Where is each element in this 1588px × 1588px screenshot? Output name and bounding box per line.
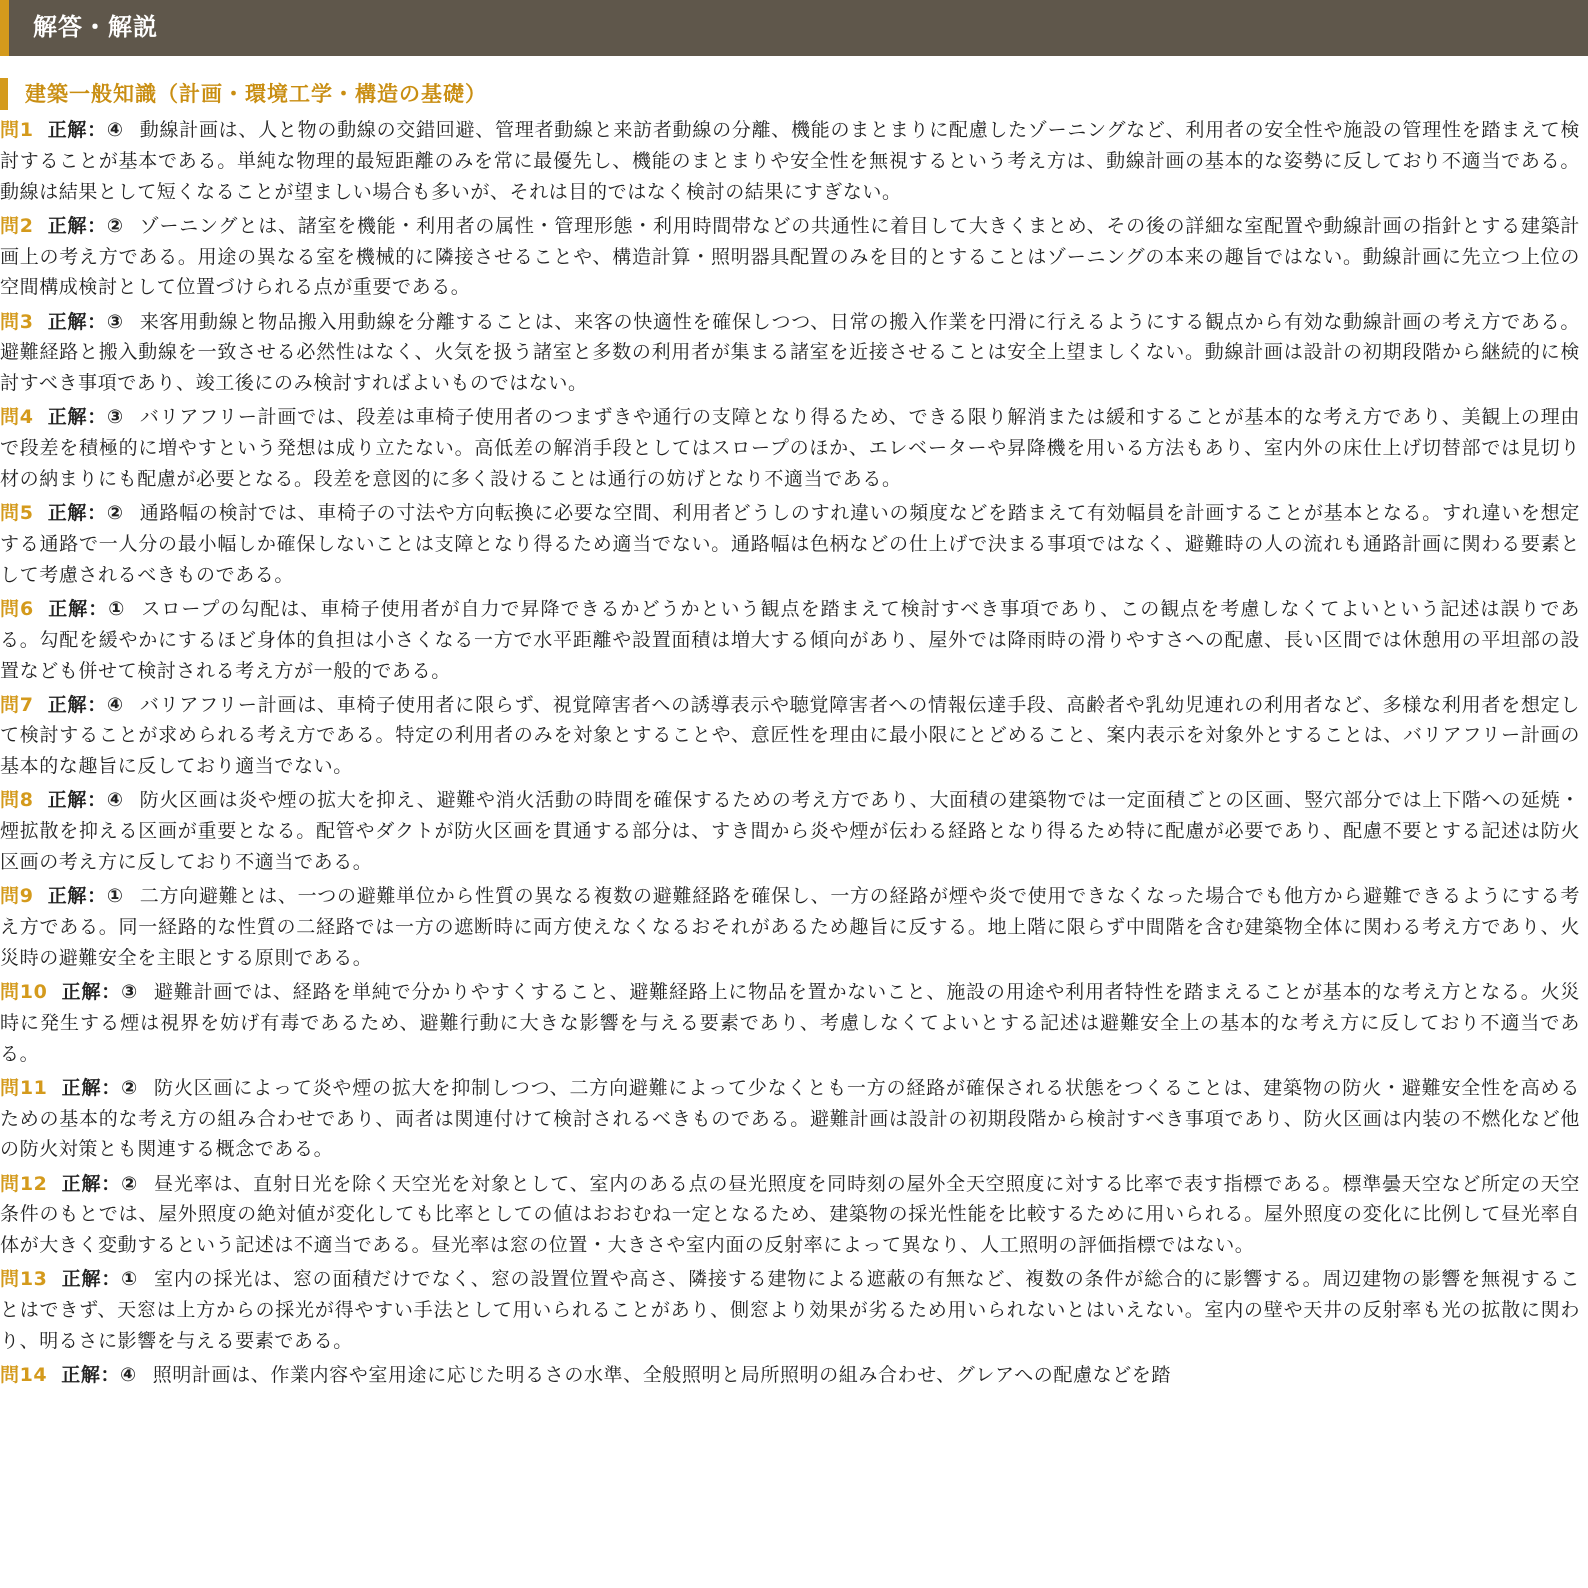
qa-item-4 [0, 402, 1580, 494]
question-number: 問13 [0, 1268, 48, 1291]
qa-item-1 [0, 115, 1580, 207]
question-number: 問10 [0, 981, 48, 1004]
question-number: 問11 [0, 1076, 48, 1099]
question-number: 問3 [0, 310, 34, 333]
answer-label: 正解：④ [47, 119, 124, 141]
explanation-text: 防火区画によって炎や煙の拡大を抑制しつつ、二方向避難によって少なくとも一方の経路が確保される状態をつくることは、建築物の防火・避難安全性を高めるための基本的な考え方の組み合わせであり、両者は関連付けて検討されるべきものである。避難計画は設計の初期段階から検討すべき事項であり、防火区画は内装の不燃化など他の防火対策とも関連する概念である。 [0, 1076, 1580, 1161]
explanation-text: 照明計画は、作業内容や室用途に応じた明るさの水準、全般照明と局所照明の組み合わせ、グレアへの配慮などを踏 [152, 1364, 1172, 1387]
explanation-text: 動線計画は、人と物の動線の交錯回避、管理者動線と来訪者動線の分離、機能のまとまりに配慮したゾーニングなど、利用者の安全性や施設の管理性を踏まえて検討することが基本である。単純な物理的最短距離のみを常に最優先し、機能のまとまりや安全性を無視するという考え方は、動線計画の基本的な姿勢に反しており不適当である。動線は結果として短くなることが望ましい場合も多いが、それは目的ではなく検討の結果にすぎない。 [0, 119, 1580, 203]
answer-label: 正解：① [47, 597, 126, 620]
qa-item-13 [0, 1264, 1580, 1356]
answer-label: 正解：④ [61, 1364, 137, 1387]
question-number: 問6 [0, 597, 34, 620]
explanation-text: バリアフリー計画では、段差は車椅子使用者のつまずきや通行の支障となり得るため、できる限り解消または緩和することが基本的な考え方であり、美観上の理由で段差を積極的に増やすという発想は成り立たない。高低差の解消手段としてはスロープのほか、エレベーターや昇降機を用いる方法もあり、室内外の床仕上げ切替部では見切り材の納まりにも配慮が必要となる。段差を意図的に多く設けることは通行の妨げとなり不適当である。 [0, 406, 1580, 490]
question-number: 問2 [0, 214, 34, 237]
qa-item-12 [0, 1169, 1580, 1261]
answer-label: 正解：① [61, 1268, 139, 1291]
answer-label: 正解：③ [47, 406, 124, 429]
qa-item-2 [0, 211, 1580, 303]
explanation-text: 二方向避難とは、一つの避難単位から性質の異なる複数の避難経路を確保し、一方の経路が煙や炎で使用できなくなった場合でも他方から避難できるようにする考え方である。同一経路的な性質の二経路では一方の遮断時に両方使えなくなるおそれがあるため趣旨に反する。地上階に限らず中間階を含む建築物全体に関わる考え方であり、火災時の避難安全を主眼とする原則である。 [0, 885, 1580, 969]
header-bar [0, 0, 1588, 56]
qa-item-7 [0, 690, 1580, 782]
header-title: 解答・解説 [33, 13, 158, 41]
question-number: 問5 [0, 502, 34, 525]
answer-label: 正解：③ [61, 981, 138, 1004]
question-number: 問9 [0, 885, 34, 908]
qa-item-11 [0, 1073, 1580, 1165]
explanation-text: 通路幅の検討では、車椅子の寸法や方向転換に必要な空間、利用者どうしのすれ違いの頻度などを踏まえて有効幅員を計画することが基本となる。すれ違いを想定する通路で一人分の最小幅しか確保しないことは支障となり得るため適当でない。通路幅は色柄などの仕上げで決まる事項ではなく、避難時の人の流れも通路計画に関わる要素として考慮されるべきものである。 [0, 502, 1580, 586]
answer-label: 正解：② [61, 1076, 139, 1099]
answer-label: 正解：② [47, 502, 124, 525]
explanation-text: バリアフリー計画は、車椅子使用者に限らず、視覚障害者への誘導表示や聴覚障害者への情報伝達手段、高齢者や乳幼児連れの利用者など、多様な利用者を想定して検討することが求められる考え方である。特定の利用者のみを対象とすることや、意匠性を理由に最小限にとどめること、案内表示を対象外とすることは、バリアフリー計画の基本的な趣旨に反しており適当でない。 [0, 693, 1580, 778]
qa-item-6 [0, 594, 1580, 686]
explanation-text: 避難計画では、経路を単純で分かりやすくすること、避難経路上に物品を置かないこと、施設の用途や利用者特性を踏まえることが基本的な考え方となる。火災時に発生する煙は視界を妨げ有毒であるため、避難行動に大きな影響を与える要素であり、考慮しなくてよいとする記述は避難安全上の基本的な考え方に反しており不適当である。 [0, 981, 1580, 1065]
answer-label: 正解：② [61, 1172, 139, 1195]
qa-list [0, 115, 1580, 1394]
answer-label: 正解：② [47, 214, 124, 237]
answer-label: 正解：① [47, 885, 124, 908]
qa-item-5 [0, 498, 1580, 590]
explanation-text: 防火区画は炎や煙の拡大を抑え、避難や消火活動の時間を確保するための考え方であり、大面積の建築物では一定面積ごとの区画、竪穴部分では上下階への延焼・煙拡散を抑える区画が重要となる。配管やダクトが防火区画を貫通する部分は、すき間から炎や煙が伝わる経路となり得るため特に配慮が必要であり、配慮不要とする記述は防火区画の考え方に反しており不適当である。 [0, 789, 1580, 874]
question-number: 問8 [0, 789, 34, 812]
qa-item-9 [0, 881, 1580, 973]
answer-label: 正解：④ [47, 693, 124, 716]
question-number: 問14 [0, 1364, 48, 1387]
qa-item-14 [0, 1360, 1580, 1391]
qa-item-10 [0, 977, 1580, 1069]
question-number: 問1 [0, 119, 34, 141]
explanation-text: 昼光率は、直射日光を除く天空光を対象として、室内のある点の昼光照度を同時刻の屋外全天空照度に対する比率で表す指標である。標準曇天空など所定の天空条件のもとでは、屋外照度の絶対値が変化しても比率としての値はおおむね一定となるため、建築物の採光性能を比較するために用いられる。屋外照度の変化に比例して昼光率自体が大きく変動するという記述は不適当である。昼光率は窓の位置・大きさや室内面の反射率によって異なり、人工照明の評価指標ではない。 [0, 1172, 1580, 1257]
question-number: 問4 [0, 406, 34, 429]
answer-label: 正解：③ [47, 310, 124, 333]
qa-item-3 [0, 307, 1580, 399]
qa-item-8 [0, 785, 1580, 877]
explanation-text: 室内の採光は、窓の面積だけでなく、窓の設置位置や高さ、隣接する建物による遮蔽の有無など、複数の条件が総合的に影響する。周辺建物の影響を無視することはできず、天窓は上方からの採光が得やすい手法として用いられることがあり、側窓より効果が劣るため用いられないとはいえない。室内の壁や天井の反射率も光の拡散に関わり、明るさに影響を与える要素である。 [0, 1268, 1580, 1352]
answer-label: 正解：④ [47, 789, 124, 812]
explanation-text: スロープの勾配は、車椅子使用者が自力で昇降できるかどうかという観点を踏まえて検討すべき事項であり、この観点を考慮しなくてよいという記述は誤りである。勾配を緩やかにするほど身体的負担は小さくなる一方で水平距離や設置面積は増大する傾向があり、屋外では降雨時の滑りやすさへの配慮、長い区間では休憩用の平坦部の設置なども併せて検討される考え方が一般的である。 [0, 597, 1580, 682]
section-heading: 建築一般知識（計画・環境工学・構造の基礎） [0, 78, 487, 110]
explanation-text: 来客用動線と物品搬入用動線を分離することは、来客の快適性を確保しつつ、日常の搬入作業を円滑に行えるようにする観点から有効な動線計画の考え方である。避難経路と搬入動線を一致させる必然性はなく、火気を扱う諸室と多数の利用者が集まる諸室を近接させることは安全上望ましくない。動線計画は設計の初期段階から継続的に検討すべき事項であり、竣工後にのみ検討すればよいものではない。 [0, 310, 1580, 395]
explanation-text: ゾーニングとは、諸室を機能・利用者の属性・管理形態・利用時間帯などの共通性に着目して大きくまとめ、その後の詳細な室配置や動線計画の指針とする建築計画上の考え方である。用途の異なる室を機械的に隣接させることや、構造計算・照明器具配置のみを目的とすることはゾーニングの本来の趣旨ではない。動線計画に先立つ上位の空間構成検討として位置づけられる点が重要である。 [0, 214, 1580, 299]
question-number: 問7 [0, 693, 34, 716]
question-number: 問12 [0, 1172, 48, 1195]
